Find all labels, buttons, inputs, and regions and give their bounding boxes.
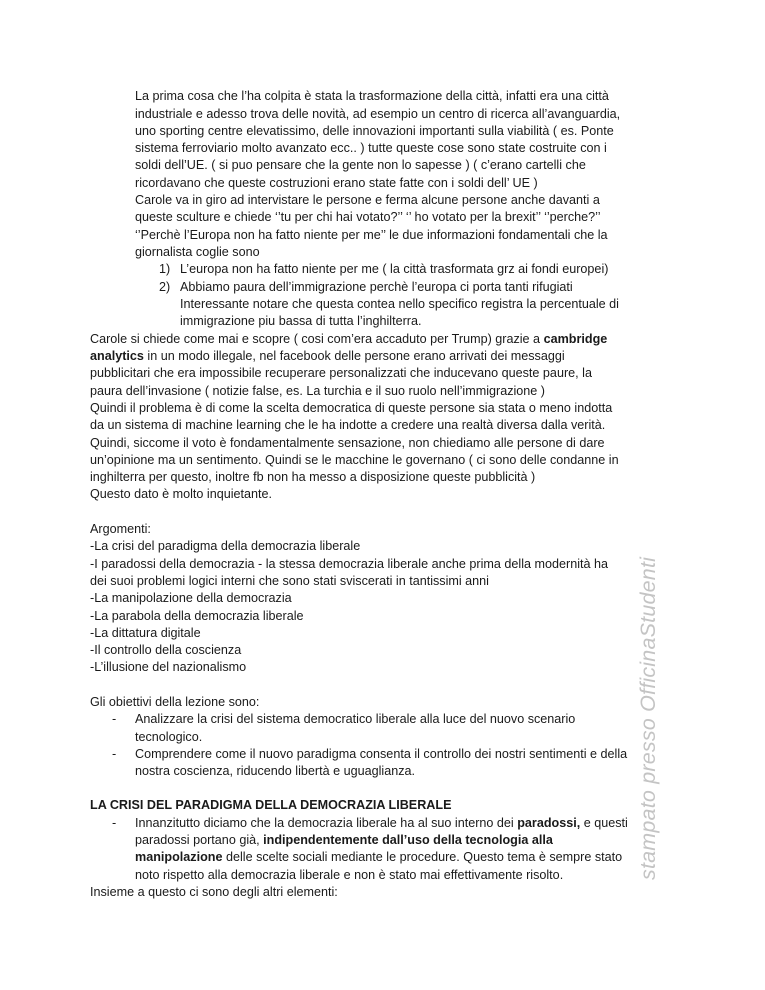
paragraph-line: Quindi il problema è di come la scelta democratica di queste persone sia stata o meno indotta xyxy=(90,401,613,415)
bold-run: manipolazione xyxy=(135,850,223,864)
argomenti-item: -La crisi del paradigma della democrazia liberale xyxy=(90,539,361,553)
paragraph-line: uno sporting centre elevatissimo, delle innovazioni importanti sulla viabilità ( es. Ponte xyxy=(135,124,614,138)
paragraph-line: ricordavano che queste costruzioni erano state fatte con i soldi dell’ UE ) xyxy=(135,176,538,190)
obiettivi-item: Comprendere come il nuovo paradigma consenta il controllo dei nostri sentimenti e della xyxy=(135,747,628,761)
bold-run: analytics xyxy=(90,349,144,363)
text-run: Innanzitutto diciamo che la democrazia liberale ha al suo interno dei xyxy=(135,816,518,830)
section-line xyxy=(135,815,628,832)
paragraph-line xyxy=(90,348,565,365)
argomenti-item: -I paradossi della democrazia - la stessa democrazia liberale anche prima della modernità ha xyxy=(90,557,609,571)
paragraph-line: pubblicitari che era impossibile recuperare personalizzati che inducevano queste paure, la xyxy=(90,366,592,380)
bullet-dash: - xyxy=(112,712,117,726)
paragraph-line: soldi dell’UE. ( si puo pensare che la gente non lo sapesse ) ( c’erano cartelli che xyxy=(135,158,586,172)
paragraph-line: ‘’Perchè l’Europa non ha fatto niente per me’’ le due informazioni fondamentali che la xyxy=(135,228,608,242)
argomenti-item: -La dittatura digitale xyxy=(90,626,201,640)
bold-run: cambridge xyxy=(543,332,608,346)
bold-run: indipendentemente dall’uso della tecnologia alla xyxy=(263,833,553,847)
bold-run: paradossi, xyxy=(517,816,581,830)
paragraph-line: sistema ferroviario molto avanzato ecc.. ) tutte queste cose sono state costruite con i xyxy=(135,141,607,155)
text-run: e questi xyxy=(580,816,628,830)
paragraph-line: industriale e adesso trova delle novità, ad esempio un centro di ricerca all’avanguardia, xyxy=(135,107,621,121)
argomenti-item: -La manipolazione della democrazia xyxy=(90,591,292,605)
text-run: in un modo illegale, nel facebook delle persone erano arrivati dei messaggi xyxy=(143,349,565,363)
watermark xyxy=(636,510,660,880)
list-item: Abbiamo paura dell’immigrazione perchè l’europa ci porta tanti rifugiati xyxy=(180,280,573,294)
paragraph-line: La prima cosa che l’ha colpita è stata la trasformazione della città, infatti era una città xyxy=(135,89,609,103)
paragraph-line: giornalista coglie sono xyxy=(135,245,260,259)
obiettivi-title: Gli obiettivi della lezione sono: xyxy=(90,695,260,709)
obiettivi-item: tecnologico. xyxy=(135,730,203,744)
paragraph-line: inghilterra per questo, inoltre fb non ha messo a disposizione queste pubblicità ) xyxy=(90,470,536,484)
argomenti-item: -Il controllo della coscienza xyxy=(90,643,242,657)
bullet-dash: - xyxy=(112,816,117,830)
text-run: delle scelte sociali mediante le procedure. Questo tema è sempre stato xyxy=(222,850,623,864)
obiettivi-item: nostra coscienza, riducendo libertà e uguaglianza. xyxy=(135,764,416,778)
list-item: Interessante notare che questa contea nello specifico registra la percentuale di xyxy=(180,297,619,311)
paragraph-line: Questo dato è molto inquietante. xyxy=(90,487,273,501)
argomenti-item: -La parabola della democrazia liberale xyxy=(90,609,304,623)
closing-line: Insieme a questo ci sono degli altri elementi: xyxy=(90,885,338,899)
paragraph-line xyxy=(90,331,607,348)
bullet-dash: - xyxy=(112,747,117,761)
section-line: noto rispetto alla democrazia liberale e non è stato mai effettivamente risolto. xyxy=(135,868,564,882)
paragraph-line: Carole va in giro ad intervistare le persone e ferma alcune persone anche davanti a xyxy=(135,193,600,207)
obiettivi-item: Analizzare la crisi del sistema democratico liberale alla luce del nuovo scenario xyxy=(135,712,576,726)
watermark-text: stampato presso OfficinaStudenti xyxy=(636,556,660,880)
paragraph-line: queste sculture e chiede ‘’tu per chi hai votato?’’ ‘’ ho votato per la brexit’’ ‘’perche?’’ xyxy=(135,210,601,224)
list-item: immigrazione piu bassa di tutta l’inghilterra. xyxy=(180,314,422,328)
argomenti-title: Argomenti: xyxy=(90,522,151,536)
text-run: paradossi portano già, xyxy=(135,833,264,847)
argomenti-item: -L’illusione del nazionalismo xyxy=(90,660,247,674)
paragraph-line: da un sistema di machine learning che le ha indotte a credere una realtà diversa dalla verità. xyxy=(90,418,606,432)
paragraph-line: un’opinione ma un sentimento. Quindi se le macchine le governano ( ci sono delle condanne in xyxy=(90,453,619,467)
paragraph-line: paura dell’invasione ( notizie false, es. La turchia e il suo ruolo nell’immigrazione ) xyxy=(90,384,546,398)
text-run: Carole si chiede come mai e scopre ( cosi com’era accaduto per Trump) grazie a xyxy=(90,332,544,346)
argomenti-item: dei suoi problemi logici interni che sono stati sviscerati in tantissimi anni xyxy=(90,574,489,588)
section-line xyxy=(135,849,622,866)
list-number: 1) xyxy=(159,262,171,276)
list-item: L’europa non ha fatto niente per me ( la città trasformata grz ai fondi europei) xyxy=(180,262,609,276)
section-line xyxy=(135,832,553,849)
list-number: 2) xyxy=(159,280,171,294)
section-heading: LA CRISI DEL PARADIGMA DELLA DEMOCRAZIA LIBERALE xyxy=(90,798,452,812)
paragraph-line: Quindi, siccome il voto è fondamentalmente sensazione, non chiediamo alle persone di dare xyxy=(90,436,605,450)
